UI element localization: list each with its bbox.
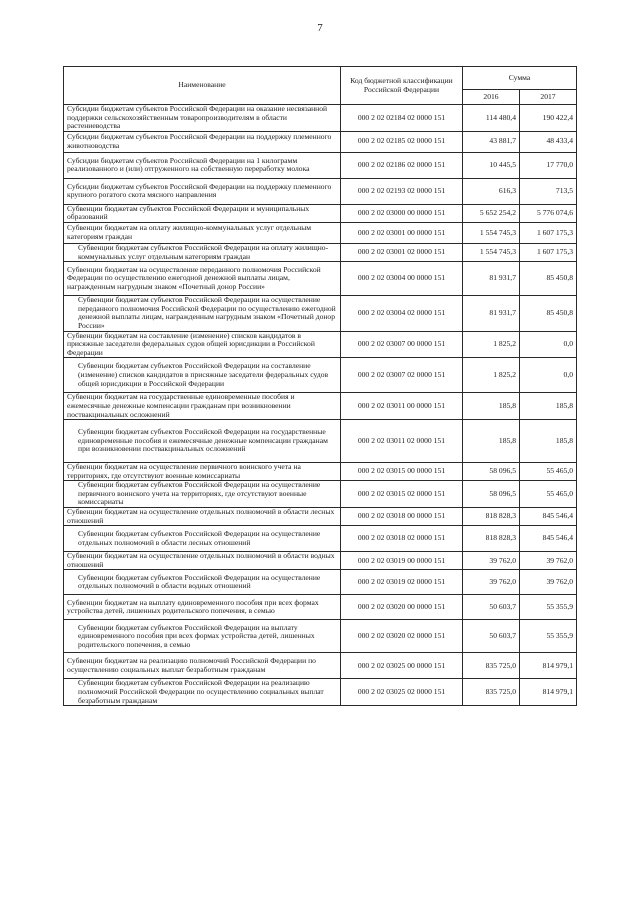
- row-value-2016: 50 603,7: [463, 620, 520, 653]
- row-value-2017: 17 770,0: [520, 152, 577, 178]
- table-row: [64, 653, 577, 679]
- table-row: [64, 620, 577, 653]
- row-code: 000 2 02 02186 02 0000 151: [341, 152, 463, 178]
- header-code: Код бюджетной классификации Российской Федерации: [341, 67, 463, 105]
- page-number: 7: [317, 22, 323, 34]
- row-value-2017: 185,8: [520, 393, 577, 420]
- table-row: [64, 595, 577, 620]
- row-name: Субвенции бюджетам субъектов Российской Федерации на осуществление переданного полномочия Российской Федерации по осуществлению ежегодной денежной выплаты лицам, награжденным нагрудным знаком «Почетный донор России»: [64, 296, 341, 331]
- table-header-row: [64, 67, 577, 90]
- row-value-2016: 185,8: [463, 420, 520, 463]
- table-row: [64, 331, 577, 358]
- row-name: Субвенции бюджетам на выплату единовременного пособия при всех формах устройства детей, лишенных родительского попечения, в семью: [64, 595, 341, 620]
- row-value-2016: 10 445,5: [463, 152, 520, 178]
- table-row: [64, 358, 577, 393]
- table-row: [64, 222, 577, 243]
- row-value-2017: 814 979,1: [520, 653, 577, 679]
- table-row: [64, 463, 577, 481]
- row-value-2017: 1 607 175,3: [520, 243, 577, 261]
- row-value-2016: 1 554 745,3: [463, 243, 520, 261]
- row-code: 000 2 02 03004 02 0000 151: [341, 296, 463, 331]
- row-value-2016: 39 762,0: [463, 570, 520, 595]
- row-value-2016: 43 881,7: [463, 131, 520, 152]
- row-value-2016: 81 931,7: [463, 296, 520, 331]
- row-name: Субвенции бюджетам субъектов Российской Федерации на осуществление отдельных полномочий в области водных отношений: [64, 570, 341, 595]
- row-value-2016: 616,3: [463, 178, 520, 204]
- row-name: Субсидии бюджетам субъектов Российской Федерации на поддержку племенного крупного рогатого скота мясного направления: [64, 178, 341, 204]
- row-value-2017: 5 776 074,6: [520, 204, 577, 222]
- row-code: 000 2 02 03018 02 0000 151: [341, 526, 463, 552]
- table-row: [64, 296, 577, 331]
- row-name: Субвенции бюджетам субъектов Российской Федерации и муниципальных образований: [64, 204, 341, 222]
- table-row: [64, 243, 577, 261]
- row-code: 000 2 02 03007 00 0000 151: [341, 331, 463, 358]
- row-code: 000 2 02 02185 02 0000 151: [341, 131, 463, 152]
- row-name: Субсидии бюджетам субъектов Российской Федерации на 1 килограмм реализованного и (или) отгруженного на собственную переработку молока: [64, 152, 341, 178]
- row-value-2016: 835 725,0: [463, 679, 520, 706]
- row-name: Субсидии бюджетам субъектов Российской Федерации на оказание несвязанной поддержки сельскохозяйственным товаропроизводителям в области растениеводства: [64, 105, 341, 132]
- table-row: [64, 105, 577, 132]
- row-code: 000 2 02 03025 00 0000 151: [341, 653, 463, 679]
- row-name: Субвенции бюджетам на составление (изменение) списков кандидатов в присяжные заседатели федеральных судов общей юрисдикции в Российской Федерации: [64, 331, 341, 358]
- row-value-2017: 55 465,0: [520, 481, 577, 508]
- row-code: 000 2 02 02193 02 0000 151: [341, 178, 463, 204]
- row-code: 000 2 02 03019 00 0000 151: [341, 552, 463, 570]
- header-name: Наименование: [64, 67, 341, 105]
- table-row: [64, 552, 577, 570]
- row-value-2017: 1 607 175,3: [520, 222, 577, 243]
- row-value-2016: 818 828,3: [463, 526, 520, 552]
- row-code: 000 2 02 03025 02 0000 151: [341, 679, 463, 706]
- row-name: Субсидии бюджетам субъектов Российской Федерации на поддержку племенного животноводства: [64, 131, 341, 152]
- row-value-2016: 185,8: [463, 393, 520, 420]
- table-row: [64, 679, 577, 706]
- row-code: 000 2 02 03018 00 0000 151: [341, 508, 463, 526]
- row-code: 000 2 02 03020 02 0000 151: [341, 620, 463, 653]
- row-value-2017: 713,5: [520, 178, 577, 204]
- row-code: 000 2 02 03015 00 0000 151: [341, 463, 463, 481]
- row-name: Субвенции бюджетам субъектов Российской Федерации на составление (изменение) списков кандидатов в присяжные заседатели федеральных судов общей юрисдикции в Российской Федерации: [64, 358, 341, 393]
- row-name: Субвенции бюджетам субъектов Российской Федерации на осуществление отдельных полномочий в области лесных отношений: [64, 526, 341, 552]
- row-value-2016: 39 762,0: [463, 552, 520, 570]
- row-value-2017: 185,8: [520, 420, 577, 463]
- table-row: [64, 481, 577, 508]
- row-value-2016: 1 825,2: [463, 358, 520, 393]
- table-row: [64, 570, 577, 595]
- row-code: 000 2 02 03015 02 0000 151: [341, 481, 463, 508]
- row-value-2017: 845 546,4: [520, 526, 577, 552]
- row-name: Субвенции бюджетам на государственные единовременные пособия и ежемесячные денежные компенсации гражданам при возникновении поствакцинальных осложнений: [64, 393, 341, 420]
- row-value-2017: 814 979,1: [520, 679, 577, 706]
- row-value-2017: 39 762,0: [520, 552, 577, 570]
- budget-table: [63, 66, 577, 706]
- row-name: Субвенции бюджетам на оплату жилищно-коммунальных услуг отдельным категориям граждан: [64, 222, 341, 243]
- row-value-2016: 81 931,7: [463, 262, 520, 296]
- row-value-2016: 835 725,0: [463, 653, 520, 679]
- row-code: 000 2 02 02184 02 0000 151: [341, 105, 463, 132]
- table-row: [64, 178, 577, 204]
- row-value-2016: 1 825,2: [463, 331, 520, 358]
- row-code: 000 2 02 03011 00 0000 151: [341, 393, 463, 420]
- row-code: 000 2 02 03020 00 0000 151: [341, 595, 463, 620]
- header-year-2016: 2016: [463, 90, 520, 105]
- row-value-2017: 85 450,8: [520, 296, 577, 331]
- row-value-2016: 50 603,7: [463, 595, 520, 620]
- row-value-2017: 55 465,0: [520, 463, 577, 481]
- header-sum: Сумма: [463, 67, 577, 90]
- table-row: [64, 262, 577, 296]
- row-value-2017: 85 450,8: [520, 262, 577, 296]
- row-value-2017: 55 355,9: [520, 620, 577, 653]
- table-row: [64, 526, 577, 552]
- table-row: [64, 204, 577, 222]
- row-value-2016: 114 480,4: [463, 105, 520, 132]
- row-value-2017: 845 546,4: [520, 508, 577, 526]
- row-name: Субвенции бюджетам на осуществление отдельных полномочий в области водных отношений: [64, 552, 341, 570]
- row-name: Субвенции бюджетам субъектов Российской Федерации на выплату единовременного пособия при всех формах устройства детей, лишенных родительского попечения, в семью: [64, 620, 341, 653]
- row-name: Субвенции бюджетам субъектов Российской Федерации на осуществление первичного воинского учета на территориях, где отсутствуют военные комиссариаты: [64, 481, 341, 508]
- table-row: [64, 152, 577, 178]
- row-code: 000 2 02 03011 02 0000 151: [341, 420, 463, 463]
- row-code: 000 2 02 03001 02 0000 151: [341, 243, 463, 261]
- row-code: 000 2 02 03004 00 0000 151: [341, 262, 463, 296]
- row-name: Субвенции бюджетам на осуществление переданного полномочия Российской Федерации по осуществлению ежегодной денежной выплаты лицам, награжденным нагрудным знаком «Почетный донор России»: [64, 262, 341, 296]
- table-row: [64, 508, 577, 526]
- row-value-2017: 0,0: [520, 331, 577, 358]
- row-code: 000 2 02 03019 02 0000 151: [341, 570, 463, 595]
- row-value-2017: 0,0: [520, 358, 577, 393]
- row-name: Субвенции бюджетам на осуществление первичного воинского учета на территориях, где отсутствуют военные комиссариаты: [64, 463, 341, 481]
- row-name: Субвенции бюджетам субъектов Российской Федерации на реализацию полномочий Российской Федерации по осуществлению социальных выплат безработным гражданам: [64, 679, 341, 706]
- row-value-2017: 55 355,9: [520, 595, 577, 620]
- row-name: Субвенции бюджетам на осуществление отдельных полномочий в области лесных отношений: [64, 508, 341, 526]
- row-code: 000 2 02 03000 00 0000 151: [341, 204, 463, 222]
- table-row: [64, 393, 577, 420]
- row-name: Субвенции бюджетам субъектов Российской Федерации на оплату жилищно-коммунальных услуг отдельным категориям граждан: [64, 243, 341, 261]
- table-row: [64, 131, 577, 152]
- row-value-2017: 39 762,0: [520, 570, 577, 595]
- row-value-2017: 48 433,4: [520, 131, 577, 152]
- row-value-2016: 58 096,5: [463, 481, 520, 508]
- row-value-2016: 1 554 745,3: [463, 222, 520, 243]
- row-value-2016: 818 828,3: [463, 508, 520, 526]
- table-row: [64, 420, 577, 463]
- row-name: Субвенции бюджетам на реализацию полномочий Российской Федерации по осуществлению социальных выплат безработным гражданам: [64, 653, 341, 679]
- row-name: Субвенции бюджетам субъектов Российской Федерации на государственные единовременные пособия и ежемесячные денежные компенсации гражданам при возникновении поствакцинальных осложнений: [64, 420, 341, 463]
- row-value-2016: 5 652 254,2: [463, 204, 520, 222]
- row-value-2017: 190 422,4: [520, 105, 577, 132]
- row-code: 000 2 02 03007 02 0000 151: [341, 358, 463, 393]
- row-code: 000 2 02 03001 00 0000 151: [341, 222, 463, 243]
- row-value-2016: 58 096,5: [463, 463, 520, 481]
- header-year-2017: 2017: [520, 90, 577, 105]
